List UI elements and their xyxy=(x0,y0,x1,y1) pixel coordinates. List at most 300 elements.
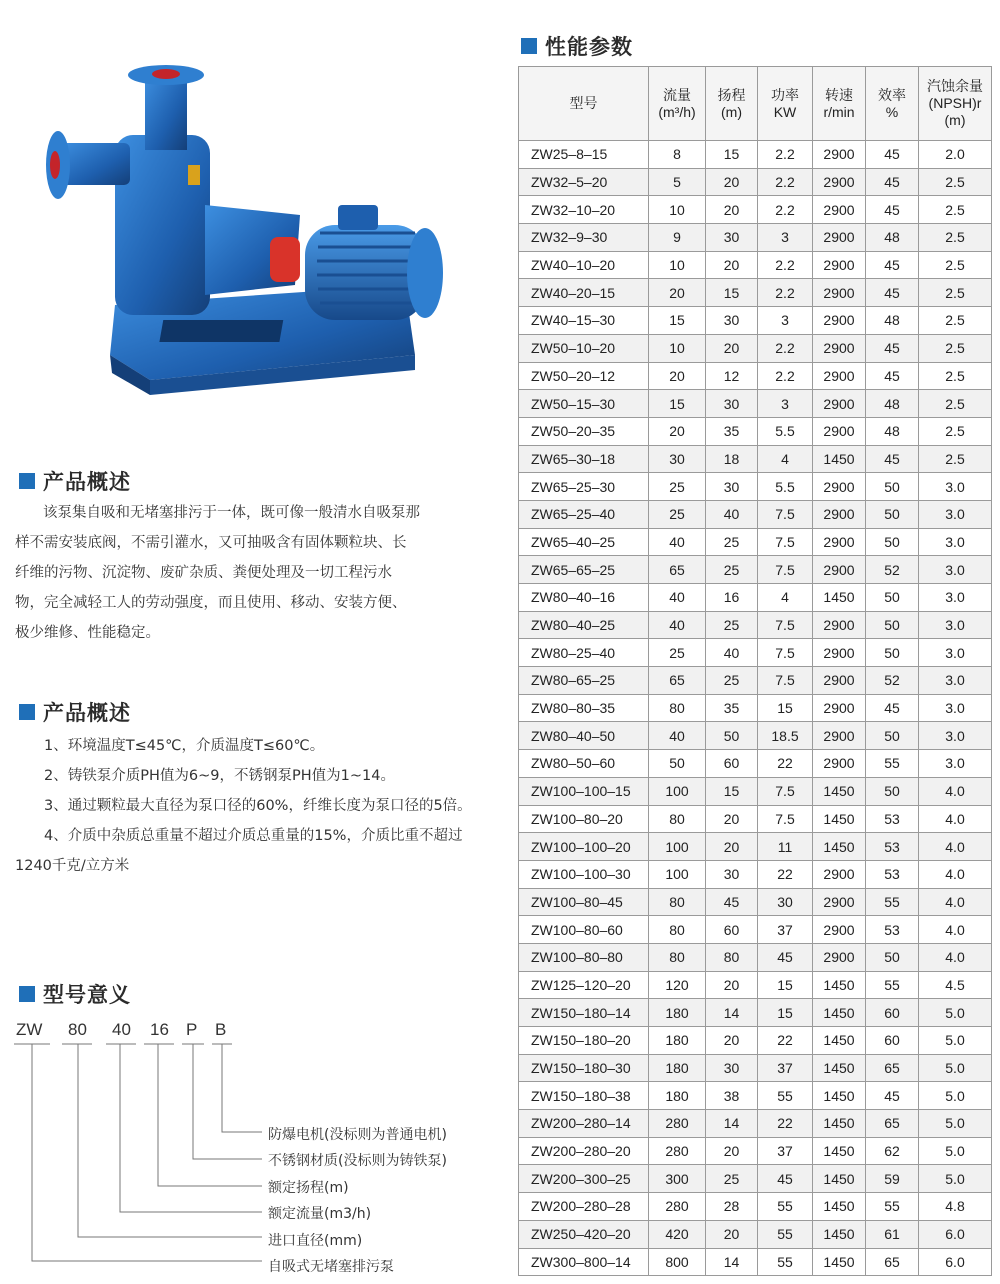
value-cell: 11 xyxy=(758,833,813,861)
column-header xyxy=(649,67,706,141)
table-row xyxy=(519,888,992,916)
value-cell: 8 xyxy=(649,141,706,169)
value-cell: 2.2 xyxy=(758,334,813,362)
value-cell: 53 xyxy=(866,805,919,833)
value-cell: 50 xyxy=(866,777,919,805)
value-cell: 180 xyxy=(649,1082,706,1110)
value-cell: 20 xyxy=(706,971,758,999)
value-cell: 55 xyxy=(866,971,919,999)
value-cell: 2900 xyxy=(813,667,866,695)
table-row xyxy=(519,1248,992,1276)
value-cell: 5.0 xyxy=(919,1082,992,1110)
value-cell: 9 xyxy=(649,224,706,252)
value-cell: 1450 xyxy=(813,1054,866,1082)
value-cell: 2.5 xyxy=(919,196,992,224)
legend-pump-type: 自吸式无堵塞排污泵 xyxy=(268,1259,394,1276)
value-cell: 2900 xyxy=(813,417,866,445)
value-cell: 25 xyxy=(706,556,758,584)
table-row xyxy=(519,777,992,805)
value-cell: 2900 xyxy=(813,196,866,224)
feature-item: 2、铸铁泵介质PH值为6~9，不锈钢泵PH值为1~14。 xyxy=(44,768,395,784)
value-cell: 1450 xyxy=(813,971,866,999)
model-cell: ZW50–15–30 xyxy=(519,390,649,418)
value-cell: 50 xyxy=(866,584,919,612)
table-row xyxy=(519,1027,992,1055)
value-cell: 12 xyxy=(706,362,758,390)
value-cell: 2900 xyxy=(813,390,866,418)
value-cell: 37 xyxy=(758,1054,813,1082)
model-cell: ZW100–80–45 xyxy=(519,888,649,916)
value-cell: 65 xyxy=(866,1248,919,1276)
value-cell: 20 xyxy=(649,417,706,445)
value-cell: 22 xyxy=(758,750,813,778)
value-cell: 1450 xyxy=(813,445,866,473)
column-header-line: 扬程 xyxy=(717,86,746,103)
table-row xyxy=(519,1054,992,1082)
value-cell: 80 xyxy=(649,888,706,916)
value-cell: 2900 xyxy=(813,556,866,584)
value-cell: 30 xyxy=(706,307,758,335)
value-cell: 4.0 xyxy=(919,833,992,861)
value-cell: 2900 xyxy=(813,500,866,528)
value-cell: 55 xyxy=(866,1193,919,1221)
value-cell: 25 xyxy=(706,528,758,556)
legend-head: 额定扬程(m) xyxy=(268,1179,349,1196)
value-cell: 15 xyxy=(758,694,813,722)
value-cell: 80 xyxy=(649,694,706,722)
value-cell: 4.8 xyxy=(919,1193,992,1221)
value-cell: 40 xyxy=(649,611,706,639)
value-cell: 4 xyxy=(758,445,813,473)
value-cell: 2.5 xyxy=(919,334,992,362)
model-cell: ZW300–800–14 xyxy=(519,1248,649,1276)
value-cell: 2.5 xyxy=(919,224,992,252)
value-cell: 14 xyxy=(706,1110,758,1138)
value-cell: 3.0 xyxy=(919,473,992,501)
model-cell: ZW100–100–30 xyxy=(519,860,649,888)
model-cell: ZW80–80–35 xyxy=(519,694,649,722)
overview-title: 产品概述 xyxy=(19,466,131,496)
value-cell: 1450 xyxy=(813,805,866,833)
model-cell: ZW150–180–20 xyxy=(519,1027,649,1055)
value-cell: 5.0 xyxy=(919,999,992,1027)
code-head: 16 xyxy=(150,1020,169,1039)
column-header xyxy=(813,67,866,141)
value-cell: 3.0 xyxy=(919,611,992,639)
value-cell: 6.0 xyxy=(919,1248,992,1276)
value-cell: 5.0 xyxy=(919,1027,992,1055)
value-cell: 65 xyxy=(649,556,706,584)
value-cell: 180 xyxy=(649,999,706,1027)
model-cell: ZW40–15–30 xyxy=(519,307,649,335)
pump-image xyxy=(20,55,470,400)
table-header xyxy=(519,67,992,141)
value-cell: 55 xyxy=(758,1220,813,1248)
value-cell: 22 xyxy=(758,1027,813,1055)
column-header xyxy=(758,67,813,141)
model-cell: ZW100–80–60 xyxy=(519,916,649,944)
value-cell: 2900 xyxy=(813,916,866,944)
value-cell: 20 xyxy=(706,168,758,196)
value-cell: 40 xyxy=(649,722,706,750)
value-cell: 45 xyxy=(866,279,919,307)
value-cell: 62 xyxy=(866,1137,919,1165)
value-cell: 5.0 xyxy=(919,1137,992,1165)
model-cell: ZW200–280–20 xyxy=(519,1137,649,1165)
value-cell: 60 xyxy=(706,750,758,778)
value-cell: 10 xyxy=(649,196,706,224)
value-cell: 15 xyxy=(649,307,706,335)
code-flow: 40 xyxy=(112,1020,131,1039)
value-cell: 45 xyxy=(866,694,919,722)
value-cell: 65 xyxy=(866,1054,919,1082)
value-cell: 2.2 xyxy=(758,251,813,279)
value-cell: 3.0 xyxy=(919,722,992,750)
section-marker-icon xyxy=(521,38,537,54)
value-cell: 2.5 xyxy=(919,390,992,418)
value-cell: 20 xyxy=(706,833,758,861)
value-cell: 2900 xyxy=(813,251,866,279)
column-header-line: % xyxy=(885,103,899,120)
section-marker-icon xyxy=(19,704,35,720)
model-cell: ZW80–40–16 xyxy=(519,584,649,612)
value-cell: 35 xyxy=(706,694,758,722)
column-header xyxy=(866,67,919,141)
value-cell: 3.0 xyxy=(919,667,992,695)
value-cell: 4.0 xyxy=(919,916,992,944)
model-meaning-title: 型号意义 xyxy=(19,979,131,1009)
value-cell: 2900 xyxy=(813,694,866,722)
value-cell: 2900 xyxy=(813,639,866,667)
value-cell: 1450 xyxy=(813,1082,866,1110)
model-cell: ZW100–80–80 xyxy=(519,943,649,971)
value-cell: 2900 xyxy=(813,307,866,335)
table-row xyxy=(519,279,992,307)
value-cell: 3.0 xyxy=(919,584,992,612)
value-cell: 3.0 xyxy=(919,694,992,722)
value-cell: 10 xyxy=(649,334,706,362)
value-cell: 2.2 xyxy=(758,168,813,196)
model-cell: ZW100–100–20 xyxy=(519,833,649,861)
model-cell: ZW80–65–25 xyxy=(519,667,649,695)
table-row xyxy=(519,860,992,888)
value-cell: 15 xyxy=(758,971,813,999)
value-cell: 280 xyxy=(649,1193,706,1221)
value-cell: 50 xyxy=(866,943,919,971)
column-header-line: 型号 xyxy=(569,95,598,111)
value-cell: 2.2 xyxy=(758,141,813,169)
value-cell: 2900 xyxy=(813,473,866,501)
model-cell: ZW200–300–25 xyxy=(519,1165,649,1193)
model-cell: ZW200–280–28 xyxy=(519,1193,649,1221)
overview-line: 极少维修、性能稳定。 xyxy=(15,625,160,641)
value-cell: 5.0 xyxy=(919,1165,992,1193)
value-cell: 5.5 xyxy=(758,473,813,501)
value-cell: 18.5 xyxy=(758,722,813,750)
table-row xyxy=(519,390,992,418)
model-cell: ZW100–100–15 xyxy=(519,777,649,805)
value-cell: 2900 xyxy=(813,334,866,362)
value-cell: 3.0 xyxy=(919,750,992,778)
value-cell: 50 xyxy=(866,473,919,501)
value-cell: 2.0 xyxy=(919,141,992,169)
overview-line: 该泵集自吸和无堵塞排污于一体，既可像一般清水自吸泵那 xyxy=(43,505,420,521)
value-cell: 45 xyxy=(758,1165,813,1193)
value-cell: 30 xyxy=(706,860,758,888)
model-cell: ZW150–180–14 xyxy=(519,999,649,1027)
value-cell: 2900 xyxy=(813,528,866,556)
value-cell: 1450 xyxy=(813,1193,866,1221)
overview-line: 物，完全减轻工人的劳动强度，而且使用、移动、安装方便、 xyxy=(15,595,407,611)
value-cell: 45 xyxy=(866,334,919,362)
section-marker-icon xyxy=(19,986,35,1002)
value-cell: 1450 xyxy=(813,1248,866,1276)
value-cell: 2900 xyxy=(813,224,866,252)
value-cell: 20 xyxy=(706,1027,758,1055)
value-cell: 55 xyxy=(866,750,919,778)
table-row xyxy=(519,1165,992,1193)
legend-inlet: 进口直径(mm) xyxy=(268,1232,363,1249)
feature-item: 4、介质中杂质总重量不超过介质总重量的15%，介质比重不超过1240千克/立方米 xyxy=(15,828,463,874)
table-row xyxy=(519,1220,992,1248)
table-row xyxy=(519,500,992,528)
value-cell: 7.5 xyxy=(758,528,813,556)
table-row xyxy=(519,141,992,169)
value-cell: 55 xyxy=(758,1248,813,1276)
value-cell: 4 xyxy=(758,584,813,612)
features-title: 产品概述 xyxy=(19,697,131,727)
value-cell: 10 xyxy=(649,251,706,279)
column-header xyxy=(919,67,992,141)
feature-item: 3、通过颗粒最大直径为泵口径的60%，纤维长度为泵口径的5倍。 xyxy=(44,798,472,814)
table-row xyxy=(519,694,992,722)
value-cell: 4.0 xyxy=(919,943,992,971)
value-cell: 3 xyxy=(758,390,813,418)
value-cell: 60 xyxy=(866,1027,919,1055)
value-cell: 22 xyxy=(758,860,813,888)
value-cell: 1450 xyxy=(813,833,866,861)
value-cell: 7.5 xyxy=(758,611,813,639)
value-cell: 50 xyxy=(866,722,919,750)
column-header-line: 转速 xyxy=(825,86,853,103)
value-cell: 55 xyxy=(758,1082,813,1110)
value-cell: 52 xyxy=(866,556,919,584)
table-row xyxy=(519,1137,992,1165)
value-cell: 15 xyxy=(758,999,813,1027)
value-cell: 2.5 xyxy=(919,168,992,196)
value-cell: 2900 xyxy=(813,943,866,971)
column-header-line: r/min xyxy=(823,103,855,120)
value-cell: 2900 xyxy=(813,888,866,916)
model-cell: ZW50–20–12 xyxy=(519,362,649,390)
table-row xyxy=(519,224,992,252)
table-row xyxy=(519,611,992,639)
value-cell: 18 xyxy=(706,445,758,473)
value-cell: 300 xyxy=(649,1165,706,1193)
value-cell: 25 xyxy=(649,500,706,528)
value-cell: 45 xyxy=(866,168,919,196)
overview-line: 样不需安装底阀，不需引灌水，又可抽吸含有固体颗粒块、长 xyxy=(15,535,407,551)
value-cell: 50 xyxy=(866,611,919,639)
value-cell: 2900 xyxy=(813,141,866,169)
value-cell: 2.5 xyxy=(919,307,992,335)
value-cell: 2.5 xyxy=(919,251,992,279)
value-cell: 45 xyxy=(866,362,919,390)
value-cell: 40 xyxy=(706,639,758,667)
model-cell: ZW125–120–20 xyxy=(519,971,649,999)
value-cell: 50 xyxy=(649,750,706,778)
value-cell: 38 xyxy=(706,1082,758,1110)
model-cell: ZW150–180–30 xyxy=(519,1054,649,1082)
value-cell: 45 xyxy=(866,1082,919,1110)
table-row xyxy=(519,362,992,390)
value-cell: 7.5 xyxy=(758,556,813,584)
value-cell: 1450 xyxy=(813,1165,866,1193)
value-cell: 2900 xyxy=(813,722,866,750)
value-cell: 48 xyxy=(866,417,919,445)
value-cell: 4.0 xyxy=(919,777,992,805)
legend-explosion-proof: 防爆电机(没标则为普通电机) xyxy=(268,1127,447,1143)
legend-flow: 额定流量(m3/h) xyxy=(268,1206,372,1223)
value-cell: 48 xyxy=(866,307,919,335)
value-cell: 15 xyxy=(649,390,706,418)
value-cell: 7.5 xyxy=(758,667,813,695)
value-cell: 80 xyxy=(706,943,758,971)
table-body xyxy=(519,141,992,1276)
column-header-line: 效率 xyxy=(878,86,906,103)
value-cell: 5.0 xyxy=(919,1110,992,1138)
value-cell: 420 xyxy=(649,1220,706,1248)
performance-table xyxy=(518,66,992,1276)
column-header-line: 功率 xyxy=(771,86,799,103)
value-cell: 48 xyxy=(866,224,919,252)
model-cell: ZW40–20–15 xyxy=(519,279,649,307)
value-cell: 1450 xyxy=(813,999,866,1027)
value-cell: 15 xyxy=(706,777,758,805)
value-cell: 25 xyxy=(706,611,758,639)
value-cell: 25 xyxy=(649,639,706,667)
model-cell: ZW65–40–25 xyxy=(519,528,649,556)
column-header-line: 流量 xyxy=(663,86,691,103)
legend-stainless: 不锈钢材质(没标则为铸铁泵) xyxy=(268,1153,447,1170)
column-header-line: (m) xyxy=(944,112,966,128)
model-cell: ZW80–40–25 xyxy=(519,611,649,639)
model-cell: ZW32–10–20 xyxy=(519,196,649,224)
table-row xyxy=(519,556,992,584)
value-cell: 20 xyxy=(649,362,706,390)
table-row xyxy=(519,251,992,279)
value-cell: 55 xyxy=(866,888,919,916)
performance-title: 性能参数 xyxy=(521,31,633,61)
value-cell: 7.5 xyxy=(758,639,813,667)
value-cell: 30 xyxy=(649,445,706,473)
value-cell: 2900 xyxy=(813,362,866,390)
value-cell: 5 xyxy=(649,168,706,196)
model-cell: ZW80–40–50 xyxy=(519,722,649,750)
model-cell: ZW25–8–15 xyxy=(519,141,649,169)
table-row xyxy=(519,1110,992,1138)
table-row xyxy=(519,473,992,501)
model-cell: ZW200–280–14 xyxy=(519,1110,649,1138)
model-cell: ZW65–25–30 xyxy=(519,473,649,501)
model-legend-labels xyxy=(268,1122,488,1280)
value-cell: 50 xyxy=(866,528,919,556)
value-cell: 53 xyxy=(866,916,919,944)
value-cell: 2.2 xyxy=(758,362,813,390)
model-cell: ZW65–25–40 xyxy=(519,500,649,528)
value-cell: 120 xyxy=(649,971,706,999)
value-cell: 6.0 xyxy=(919,1220,992,1248)
value-cell: 25 xyxy=(706,667,758,695)
value-cell: 5.5 xyxy=(758,417,813,445)
value-cell: 25 xyxy=(649,473,706,501)
column-header-line: 汽蚀余量 xyxy=(927,78,983,94)
code-diameter: 80 xyxy=(68,1020,87,1039)
value-cell: 2900 xyxy=(813,860,866,888)
column-header-line: KW xyxy=(773,103,797,120)
value-cell: 30 xyxy=(706,224,758,252)
table-row xyxy=(519,1193,992,1221)
value-cell: 800 xyxy=(649,1248,706,1276)
column-header-line: (m) xyxy=(721,103,742,120)
value-cell: 48 xyxy=(866,390,919,418)
table-row xyxy=(519,584,992,612)
value-cell: 65 xyxy=(649,667,706,695)
model-cell: ZW150–180–38 xyxy=(519,1082,649,1110)
column-header-line: (NPSH)r xyxy=(928,95,982,111)
model-cell: ZW80–25–40 xyxy=(519,639,649,667)
value-cell: 45 xyxy=(758,943,813,971)
value-cell: 2900 xyxy=(813,279,866,307)
model-cell: ZW80–50–60 xyxy=(519,750,649,778)
value-cell: 14 xyxy=(706,999,758,1027)
value-cell: 2.5 xyxy=(919,445,992,473)
value-cell: 20 xyxy=(706,805,758,833)
value-cell: 28 xyxy=(706,1193,758,1221)
table-row xyxy=(519,943,992,971)
table-row xyxy=(519,750,992,778)
value-cell: 100 xyxy=(649,860,706,888)
value-cell: 50 xyxy=(866,500,919,528)
table-row xyxy=(519,667,992,695)
value-cell: 80 xyxy=(649,943,706,971)
value-cell: 3 xyxy=(758,224,813,252)
value-cell: 40 xyxy=(649,528,706,556)
value-cell: 45 xyxy=(866,141,919,169)
value-cell: 20 xyxy=(649,279,706,307)
value-cell: 80 xyxy=(649,805,706,833)
value-cell: 16 xyxy=(706,584,758,612)
value-cell: 20 xyxy=(706,1137,758,1165)
value-cell: 2900 xyxy=(813,611,866,639)
value-cell: 100 xyxy=(649,777,706,805)
value-cell: 1450 xyxy=(813,1137,866,1165)
table-row xyxy=(519,417,992,445)
value-cell: 7.5 xyxy=(758,500,813,528)
value-cell: 4.0 xyxy=(919,888,992,916)
value-cell: 2.5 xyxy=(919,417,992,445)
value-cell: 14 xyxy=(706,1248,758,1276)
value-cell: 1450 xyxy=(813,777,866,805)
overview-paragraph xyxy=(15,498,480,648)
value-cell: 45 xyxy=(706,888,758,916)
value-cell: 5.0 xyxy=(919,1054,992,1082)
model-cell: ZW100–80–20 xyxy=(519,805,649,833)
value-cell: 4.0 xyxy=(919,805,992,833)
value-cell: 100 xyxy=(649,833,706,861)
table-row xyxy=(519,334,992,362)
value-cell: 180 xyxy=(649,1054,706,1082)
